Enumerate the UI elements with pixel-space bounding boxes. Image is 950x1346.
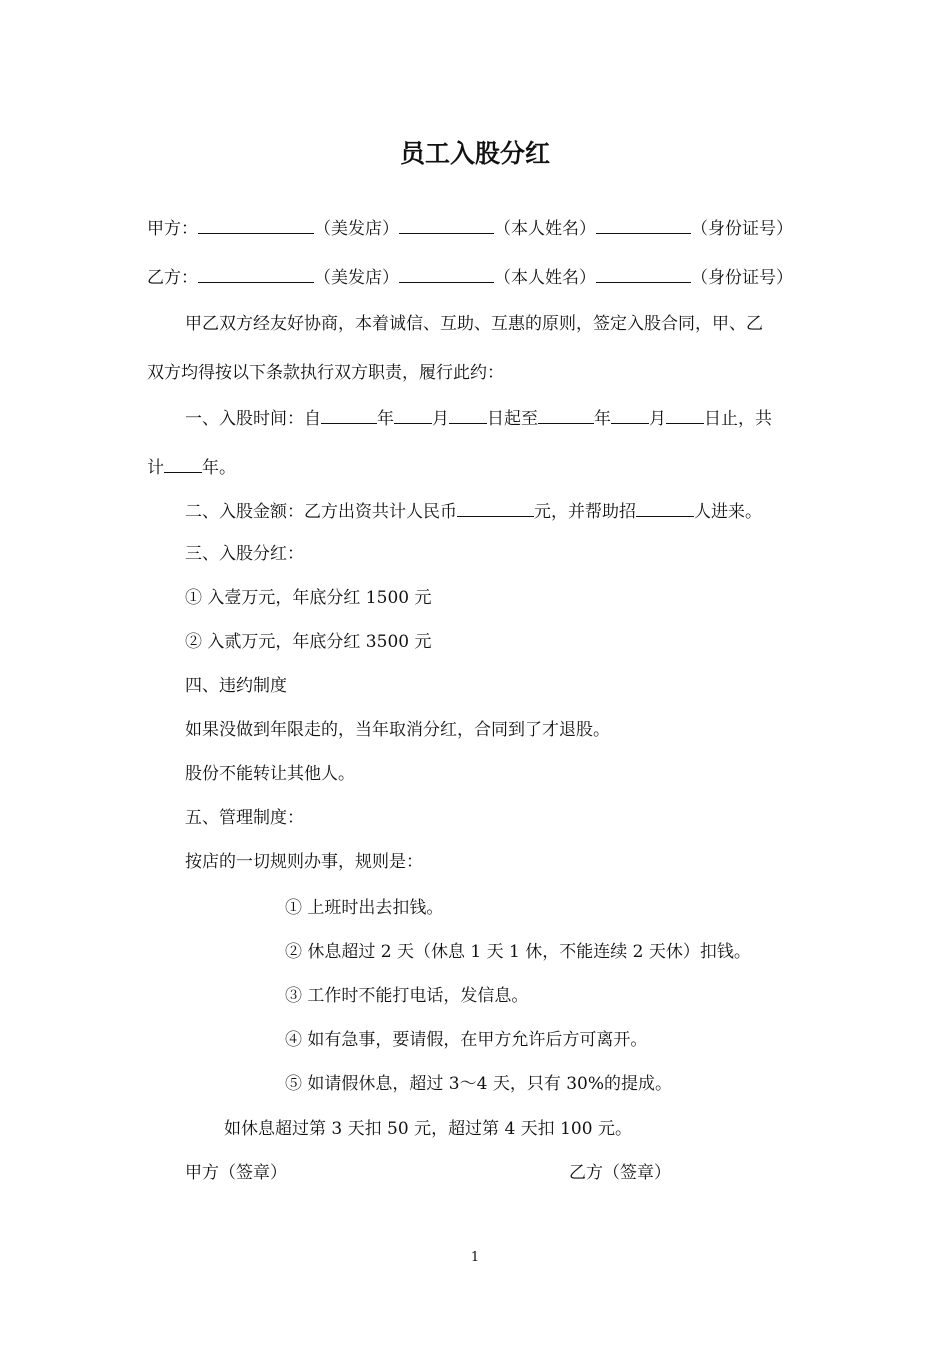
party-b-label: 乙方： [147,268,198,288]
end-month-blank[interactable] [611,406,649,424]
start-day-blank[interactable] [449,406,487,424]
intro-line-2: 双方均得按以下条款执行双方职责，履行此约： [147,363,504,383]
party-b-name-label: （本人姓名） [494,268,596,288]
party-a-line [147,216,793,240]
rule-item-2: ② 休息超过 2 天（休息 1 天 1 休，不能连续 2 天休）扣钱。 [285,942,751,962]
clause-1-count-line [147,455,236,479]
party-b-id-blank[interactable] [596,265,691,283]
rule-item-1: ① 上班时出去扣钱。 [285,898,444,918]
party-a-salon-label: （美发店） [314,219,399,239]
dividend-item-1: ① 入壹万元，年底分红 1500 元 [185,588,432,608]
party-a-signature: 甲方（签章） [185,1163,287,1183]
party-b-line [147,265,793,289]
penalty-line: 如休息超过第 3 天扣 50 元，超过第 4 天扣 100 元。 [224,1119,632,1139]
breach-line-1: 如果没做到年限走的，当年取消分红，合同到了才退股。 [185,720,610,740]
clause-4-heading: 四、违约制度 [185,676,287,696]
dividend-item-2: ② 入贰万元，年底分红 3500 元 [185,632,432,652]
clause-1-line [185,406,772,430]
count-suffix: 年。 [202,458,236,478]
total-years-blank[interactable] [164,455,202,473]
recruits-blank[interactable] [636,499,694,517]
end-year-blank[interactable] [538,406,594,424]
clause-2-suffix: 人进来。 [694,502,762,522]
party-b-id-label: （身份证号） [691,268,793,288]
party-a-name-blank[interactable] [399,216,494,234]
end-month-label: 月 [649,409,666,429]
count-prefix: 计 [147,458,164,478]
party-a-name-label: （本人姓名） [494,219,596,239]
clause-5-heading: 五、管理制度： [185,808,304,828]
end-year-label: 年 [594,409,611,429]
intro-line-1: 甲乙双方经友好协商，本着诚信、互助、互惠的原则，签定入股合同，甲、乙 [185,314,763,334]
start-month-label: 月 [432,409,449,429]
document-title: 员工入股分红 [399,139,550,168]
clause-3-heading: 三、入股分红： [185,544,304,564]
start-month-blank[interactable] [394,406,432,424]
clause-2-prefix: 二、入股金额：乙方出资共计人民币 [185,502,457,522]
start-year-blank[interactable] [321,406,377,424]
clause-1-prefix: 一、入股时间：自 [185,409,321,429]
start-day-label: 日起至 [487,409,538,429]
party-a-id-label: （身份证号） [691,219,793,239]
end-day-label: 日止，共 [704,409,772,429]
clause-2-mid: 元，并帮助招 [534,502,636,522]
party-b-salon-blank[interactable] [198,265,314,283]
party-b-signature: 乙方（签章） [569,1163,671,1183]
party-b-salon-label: （美发店） [314,268,399,288]
party-a-salon-blank[interactable] [198,216,314,234]
start-year-label: 年 [377,409,394,429]
party-b-name-blank[interactable] [399,265,494,283]
rule-item-3: ③ 工作时不能打电话，发信息。 [285,986,529,1006]
rule-item-4: ④ 如有急事，要请假，在甲方允许后方可离开。 [285,1030,648,1050]
breach-line-2: 股份不能转让其他人。 [185,764,355,784]
party-a-label: 甲方： [147,219,198,239]
rules-intro: 按店的一切规则办事，规则是： [185,852,423,872]
amount-blank[interactable] [457,499,534,517]
party-a-id-blank[interactable] [596,216,691,234]
clause-2-line [185,499,762,523]
page-number: 1 [470,1250,480,1265]
end-day-blank[interactable] [666,406,704,424]
rule-item-5: ⑤ 如请假休息，超过 3～4 天，只有 30%的提成。 [285,1074,673,1094]
